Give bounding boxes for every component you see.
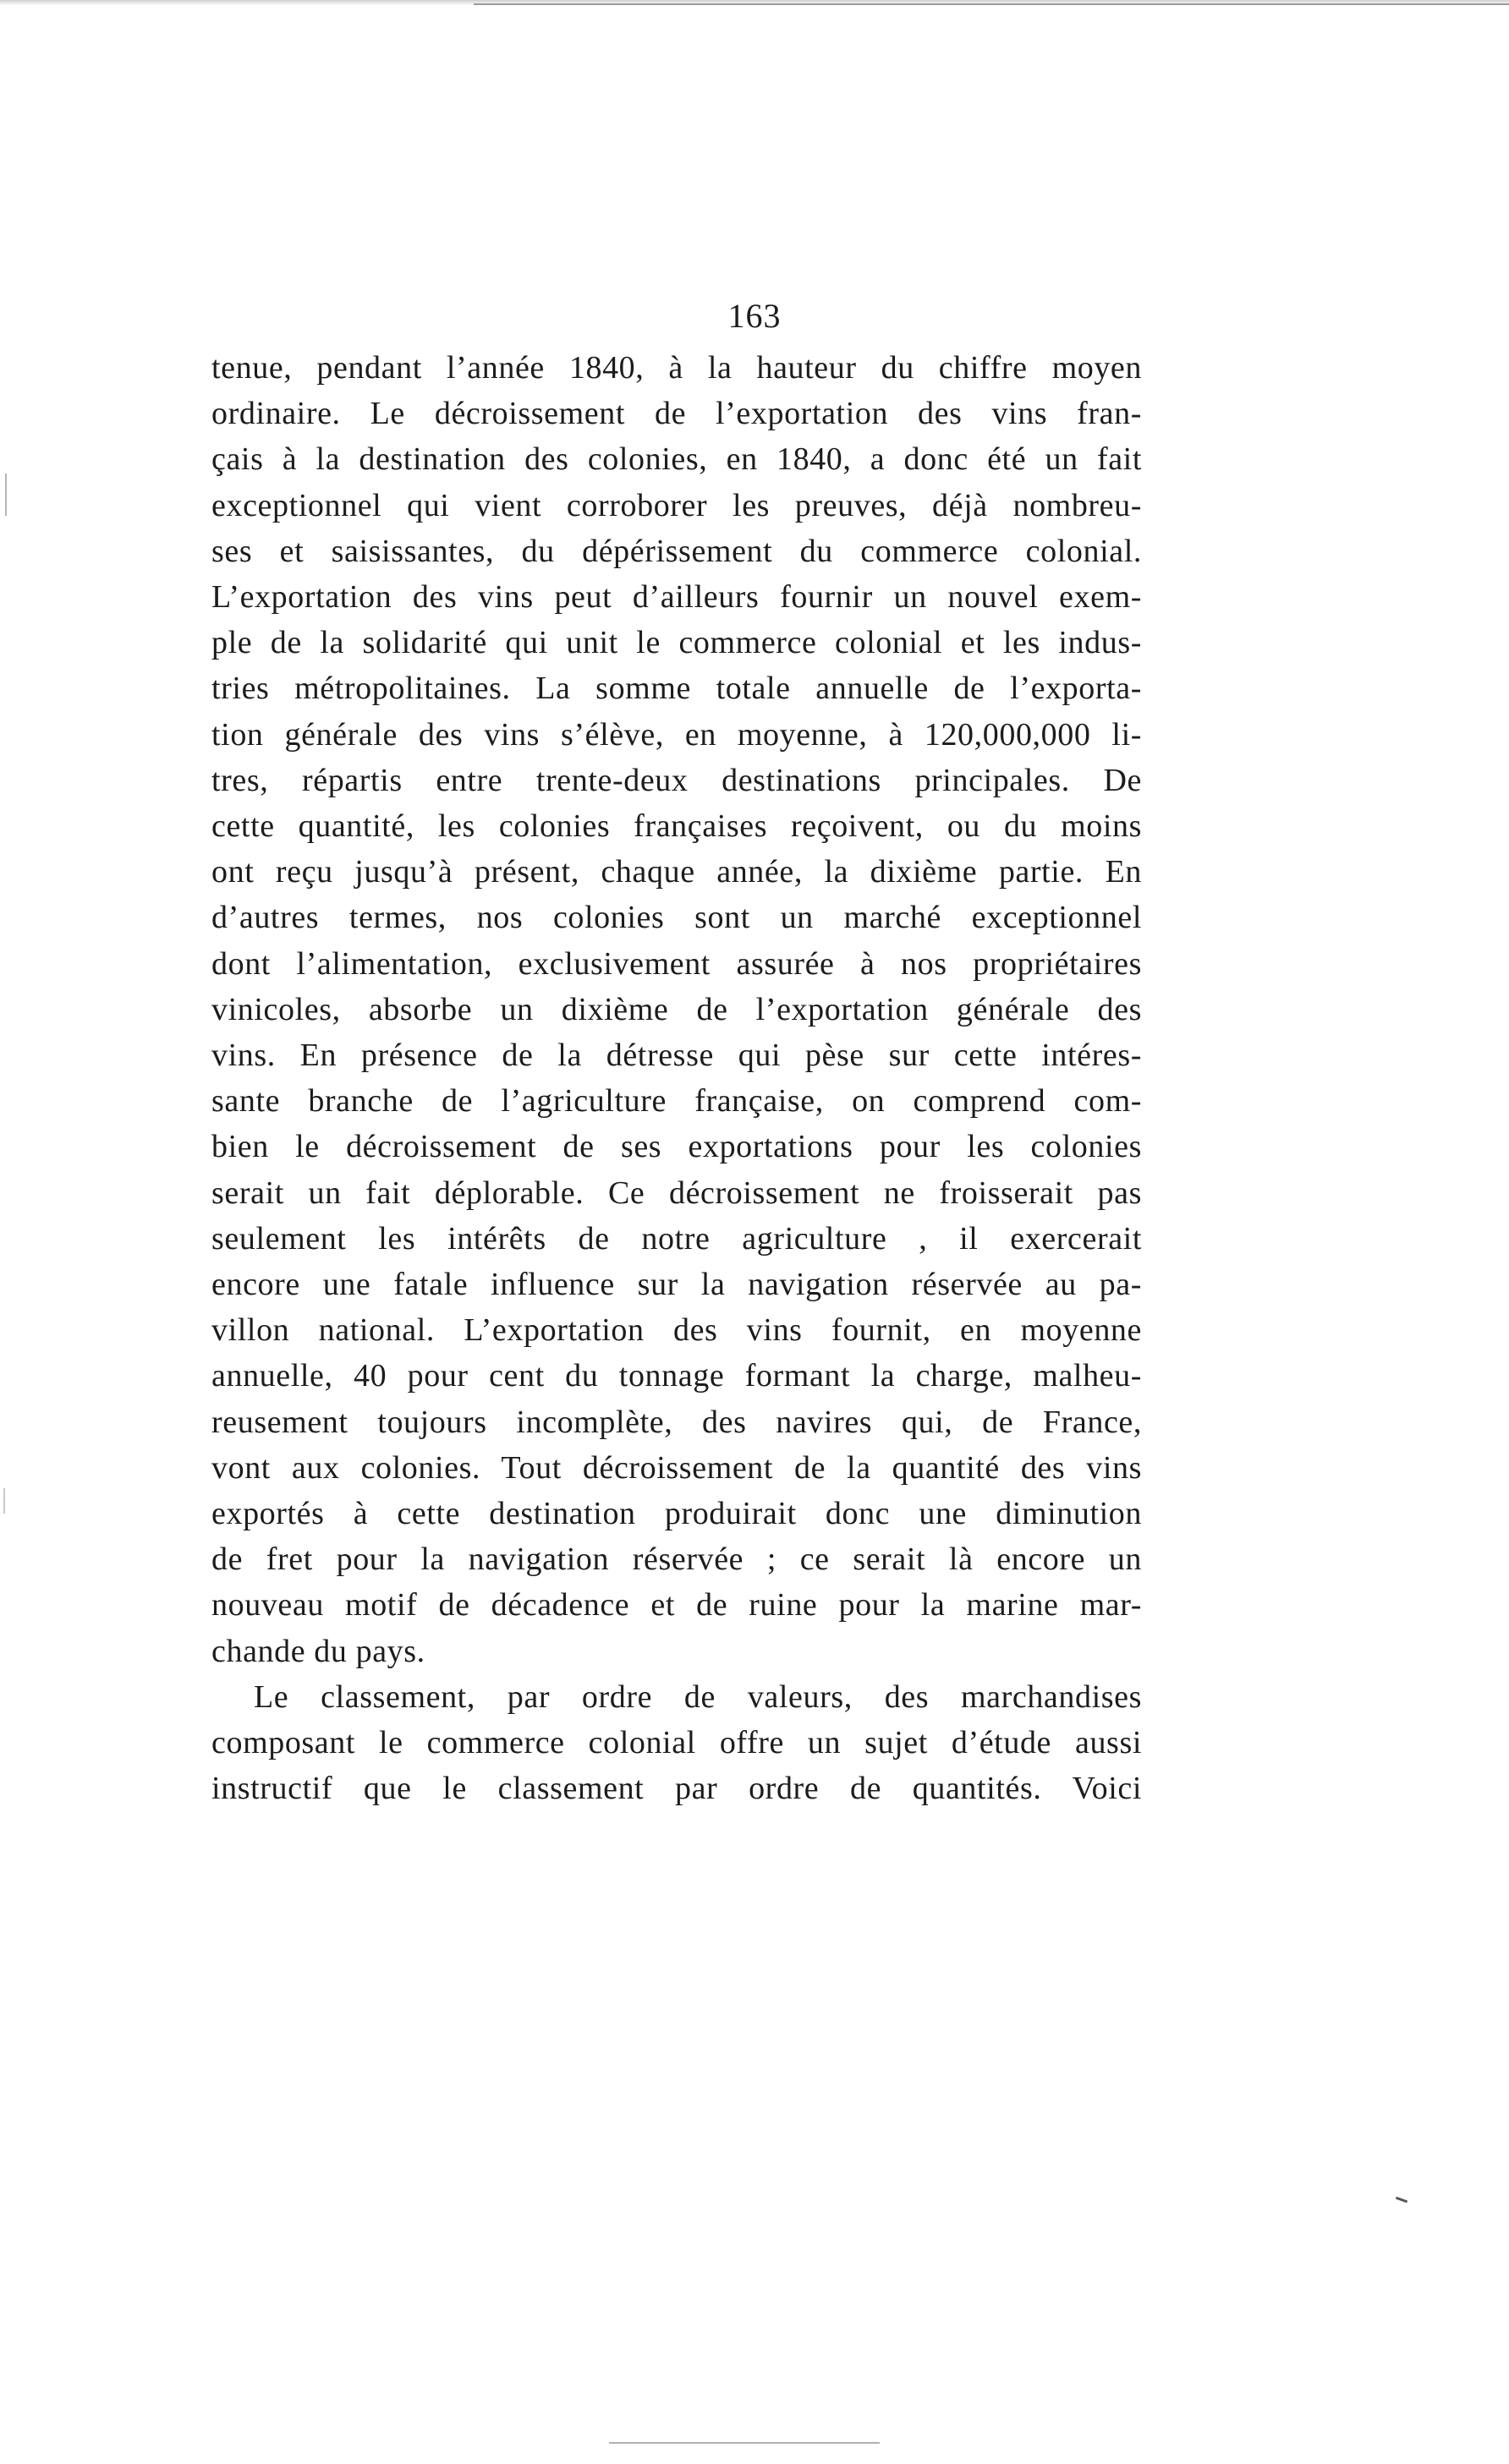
text-line: tenue, pendant l’année 1840, à la hauteur du chiffre moyen — [211, 350, 1142, 386]
text-line: ont reçu jusqu’à présent, chaque année, la dixième partie. En — [211, 854, 1142, 890]
text-line: reusement toujours incomplète, des navires qui, de France, — [211, 1404, 1142, 1440]
text-line: vinicoles, absorbe un dixième de l’exportation générale des — [211, 991, 1142, 1027]
scan-left-mark — [5, 474, 7, 516]
text-line: instructif que le classement par ordre de quantités. Voici — [211, 1771, 1142, 1807]
text-line: L’exportation des vins peut d’ailleurs fournir un nouvel exem- — [211, 579, 1142, 616]
text-line: sante branche de l’agriculture française, on comprend com- — [211, 1083, 1142, 1120]
text-line: tries métropolitaines. La somme totale annuelle de l’exporta- — [211, 671, 1142, 707]
text-line: dont l’alimentation, exclusivement assurée à nos propriétaires — [211, 945, 1142, 982]
text-line: exportés à cette destination produirait donc une diminution — [211, 1496, 1142, 1532]
scan-bottom-line — [609, 2442, 880, 2444]
text-line: d’autres termes, nos colonies sont un marché exceptionnel — [211, 900, 1142, 936]
text-line: villon national. L’exportation des vins fournit, en moyenne — [211, 1312, 1142, 1349]
page-number: 163 — [727, 297, 782, 335]
text-line: encore une fatale influence sur la navigation réservée au pa- — [211, 1267, 1142, 1303]
text-body — [211, 345, 1142, 1812]
text-line: exceptionnel qui vient corroborer les preuves, déjà nombreu- — [211, 487, 1142, 523]
text-line: çais à la destination des colonies, en 1840, a donc été un fait — [211, 441, 1142, 478]
text-line: de fret pour la navigation réservée ; ce serait là encore un — [211, 1541, 1142, 1578]
text-line: vins. En présence de la détresse qui pèse sur cette intéres- — [211, 1038, 1142, 1074]
scan-left-mark-lower — [3, 1488, 5, 1514]
text-line: bien le décroissement de ses exportations pour les colonies — [211, 1129, 1142, 1165]
paragraph-2 — [211, 1674, 1142, 1812]
text-line: nouveau motif de décadence et de ruine pour la marine mar- — [211, 1587, 1142, 1624]
text-line: chande du pays. — [211, 1633, 425, 1669]
scan-right-tick — [1396, 2197, 1407, 2204]
text-line: vont aux colonies. Tout décroissement de la quantité des vins — [211, 1449, 1142, 1486]
text-line: ordinaire. Le décroissement de l’exportation des vins fran- — [211, 396, 1142, 432]
text-line: cette quantité, les colonies françaises reçoivent, ou du moins — [211, 808, 1142, 845]
text-line: annuelle, 40 pour cent du tonnage formant la charge, malheu- — [211, 1358, 1142, 1394]
scan-top-line — [474, 3, 1509, 5]
text-line: Le classement, par ordre de valeurs, des marchandises — [254, 1678, 1142, 1715]
text-line: composant le commerce colonial offre un sujet d’étude aussi — [211, 1725, 1142, 1761]
paragraph-1 — [211, 345, 1142, 1674]
text-line: ple de la solidarité qui unit le commerce colonial et les indus- — [211, 625, 1142, 661]
text-line: tres, répartis entre trente-deux destinations principales. De — [211, 762, 1142, 798]
text-line: serait un fait déplorable. Ce décroissement ne froisserait pas — [211, 1175, 1142, 1211]
text-line: seulement les intérêts de notre agriculture , il exercerait — [211, 1220, 1142, 1257]
text-line: ses et saisissantes, du dépérissement du commerce colonial. — [211, 533, 1142, 569]
text-line: tion générale des vins s’élève, en moyenne, à 120,000,000 li- — [211, 716, 1142, 753]
